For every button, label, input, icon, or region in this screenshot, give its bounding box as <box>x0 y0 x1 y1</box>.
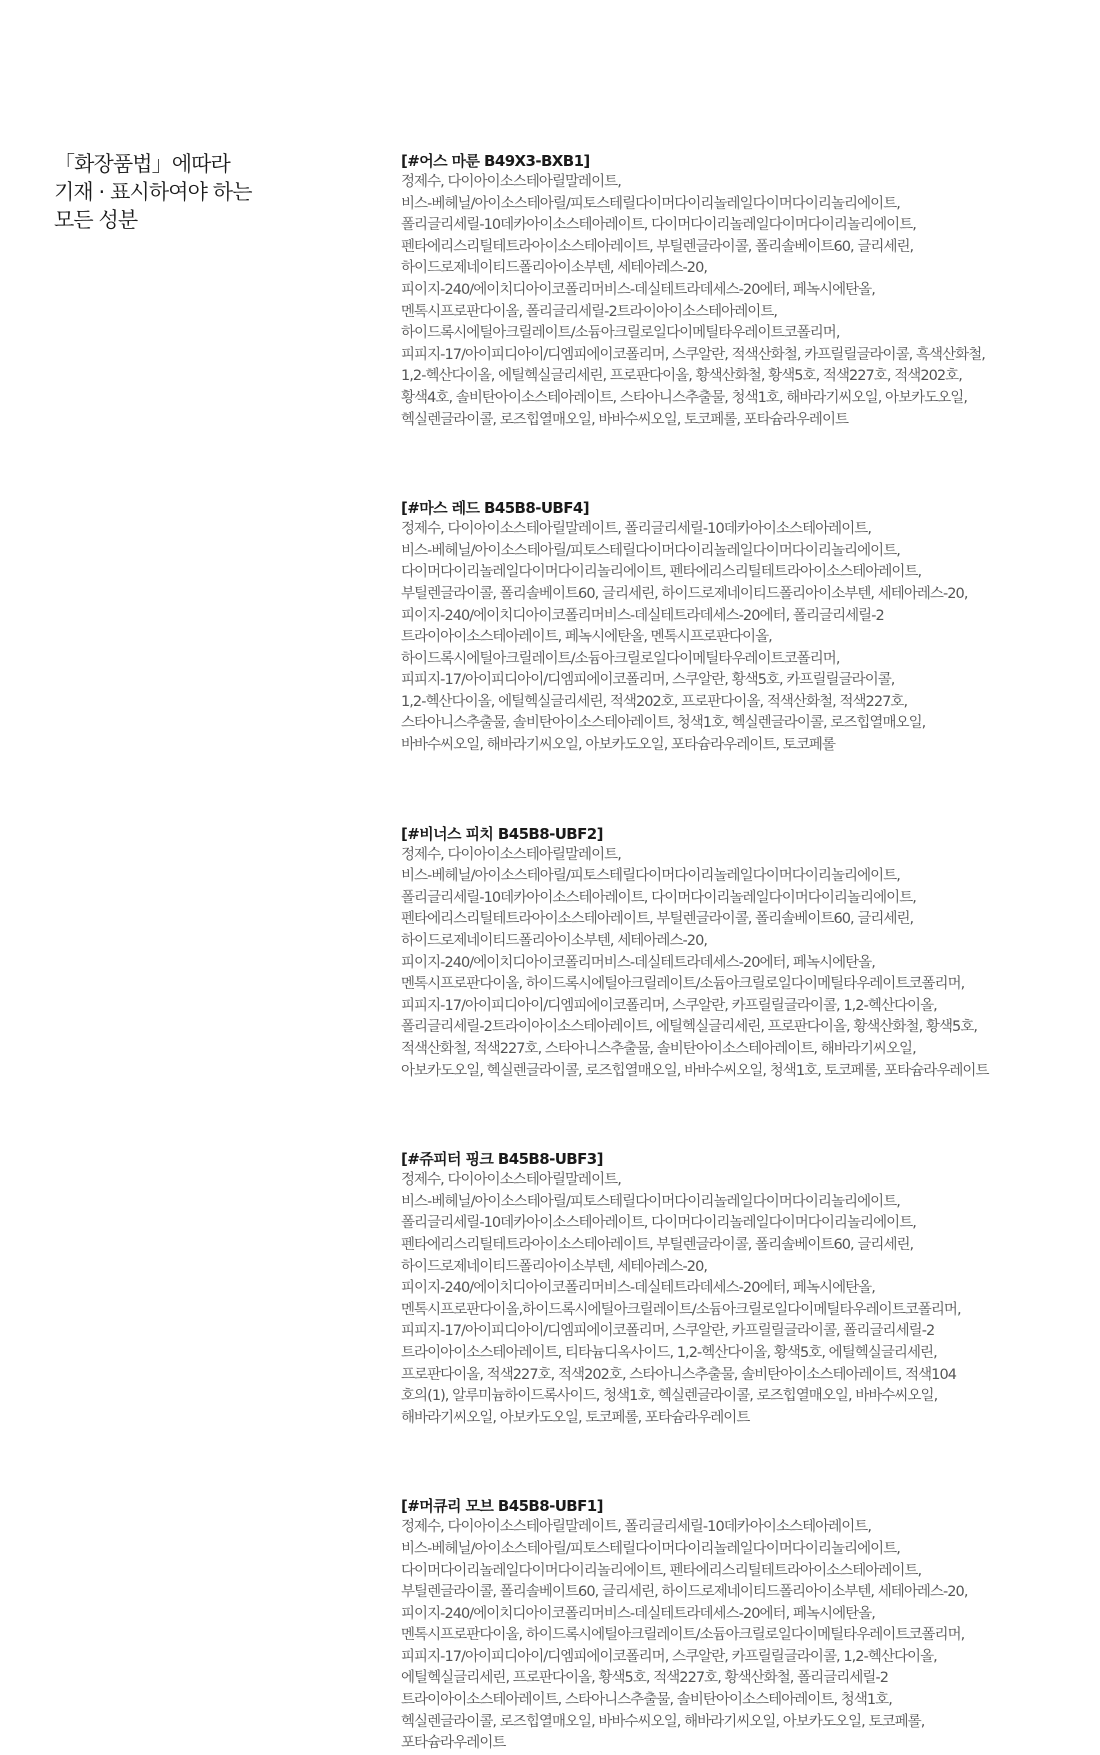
product-title: [#마스 레드 B45B8-UBF4] <box>401 499 589 518</box>
ingredient-line: 정제수, 다이아이소스테아릴말레이트, 폴리글리세릴-10데카아이소스테아레이트, <box>401 521 872 538</box>
ingredient-line: 바바수씨오일, 해바라기씨오일, 아보카도오일, 포타슘라우레이트, 토코페롤 <box>401 737 836 754</box>
ingredient-line: 트라이아이소스테아레이트, 스타아니스추출물, 솔비탄아이소스테아레이트, 청색1호, <box>401 1692 892 1709</box>
ingredient-line: 폴리글리세릴-10데카아이소스테아레이트, 다이머다이리놀레일다이머다이리놀리에이트, <box>401 889 916 906</box>
ingredient-line: 정제수, 다이아이소스테아릴말레이트, 폴리글리세릴-10데카아이소스테아레이트, <box>401 1519 872 1536</box>
ingredient-line: 황색4호, 솔비탄아이소스테아레이트, 스타아니스추출물, 청색1호, 해바라기씨오일, 아보카도오일, <box>401 389 968 406</box>
product-ingredient-block <box>401 150 1061 431</box>
ingredient-line: 정제수, 다이아이소스테아릴말레이트, <box>401 1172 621 1189</box>
ingredient-line: 피피지-17/아이피디아이/디엠피에이코폴리머, 스쿠알란, 황색5호, 카프릴릴글라이콜, <box>401 672 895 689</box>
heading-line: 「화장품법」에따라 <box>54 152 230 176</box>
ingredient-line: 적색산화철, 적색227호, 스타아니스추출물, 솔비탄아이소스테아레이트, 해바라기씨오일, <box>401 1041 916 1057</box>
ingredient-line: 비스-베헤닐/아이소스테아릴/피토스테릴다이머다이리놀레일다이머다이리놀리에이트, <box>401 868 900 885</box>
ingredient-line: 포타슘라우레이트 <box>401 1735 506 1752</box>
ingredient-line: 피이지-240/에이치디아이코폴리머비스-데실테트라데세스-20에터, 페녹시에탄올, <box>401 1605 875 1622</box>
ingredient-line: 다이머다이리놀레일다이머다이리놀리에이트, 펜타에리스리틸테트라아이소스테아레이트, <box>401 1562 922 1579</box>
ingredient-line: 피피지-17/아이피디아이/디엠피에이코폴리머, 스쿠알란, 카프릴릴글라이콜, 1,2-헥산다이올, <box>401 1648 937 1665</box>
ingredient-line: 비스-베헤닐/아이소스테아릴/피토스테릴다이머다이리놀레일다이머다이리놀리에이트, <box>401 1193 900 1210</box>
ingredient-line: 하이드록시에틸아크릴레이트/소듐아크릴로일다이메틸타우레이트코폴리머, <box>401 650 840 667</box>
ingredient-line: 정제수, 다이아이소스테아릴말레이트, <box>401 174 621 190</box>
ingredient-line: 하이드록시에틸아크릴레이트/소듐아크릴로일다이메틸타우레이트코폴리머, <box>401 325 840 342</box>
ingredient-line: 스타아니스추출물, 솔비탄아이소스테아레이트, 청색1호, 헥실렌글라이콜, 로즈힙열매오일, <box>401 715 926 732</box>
ingredient-line: 펜타에리스리틸테트라아이소스테아레이트, 부틸렌글라이콜, 폴리솔베이트60, 글리세린, <box>401 911 914 928</box>
product-ingredient-block <box>401 497 1061 757</box>
ingredient-line: 피이지-240/에이치디아이코폴리머비스-데실테트라데세스-20에터, 페녹시에탄올, <box>401 1280 875 1297</box>
product-ingredient-block <box>401 1148 1061 1429</box>
ingredient-line: 폴리글리세릴-10데카아이소스테아레이트, 다이머다이리놀레일다이머다이리놀리에이트, <box>401 1215 916 1232</box>
heading-line: 모든 성분 <box>54 208 138 232</box>
ingredient-line: 피이지-240/에이치디아이코폴리머비스-데실테트라데세스-20에터, 페녹시에탄올, <box>401 954 875 971</box>
ingredient-line: 비스-베헤닐/아이소스테아릴/피토스테릴다이머다이리놀레일다이머다이리놀리에이트, <box>401 1540 900 1557</box>
ingredient-line: 다이머다이리놀레일다이머다이리놀리에이트, 펜타에리스리틸테트라아이소스테아레이트, <box>401 564 922 581</box>
product-title: [#머큐리 모브 B45B8-UBF1] <box>401 1497 603 1516</box>
ingredient-line: 하이드로제네이티드폴리아이소부텐, 세테아레스-20, <box>401 1258 708 1275</box>
ingredient-line: 피피지-17/아이피디아이/디엠피에이코폴리머, 스쿠알란, 적색산화철, 카프릴릴글라이콜, 흑색산화철, <box>401 346 985 363</box>
ingredient-line: 펜타에리스리틸테트라아이소스테아레이트, 부틸렌글라이콜, 폴리솔베이트60, 글리세린, <box>401 1236 914 1253</box>
ingredient-line: 멘톡시프로판다이올,하이드록시에틸아크릴레이트/소듐아크릴로일다이메틸타우레이트코폴리머, <box>401 1301 961 1318</box>
product-ingredient-block <box>401 1495 1061 1755</box>
ingredient-line: 폴리글리세릴-2트라이아이소스테아레이트, 에틸헥실글리세린, 프로판다이올, 황색산화철, 황색5호, <box>401 1019 978 1036</box>
ingredient-line: 비스-베헤닐/아이소스테아릴/피토스테릴다이머다이리놀레일다이머다이리놀리에이트, <box>401 542 900 559</box>
ingredient-line: 피피지-17/아이피디아이/디엠피에이코폴리머, 스쿠알란, 카프릴릴글라이콜, 1,2-헥산다이올, <box>401 997 937 1014</box>
heading-line: 기재 · 표시하여야 하는 <box>54 180 252 204</box>
ingredient-line: 하이드로제네이티드폴리아이소부텐, 세테아레스-20, <box>401 260 708 277</box>
product-ingredient-block <box>401 823 1061 1083</box>
ingredient-line: 멘톡시프로판다이올, 폴리글리세릴-2트라이아이소스테아레이트, <box>401 303 778 320</box>
ingredient-line: 부틸렌글라이콜, 폴리솔베이트60, 글리세린, 하이드로제네이티드폴리아이소부텐, 세테아레스-20, <box>401 1584 968 1601</box>
ingredient-line: 멘톡시프로판다이올, 하이드록시에틸아크릴레이트/소듐아크릴로일다이메틸타우레이트코폴리머, <box>401 976 965 993</box>
ingredient-line: 피이지-240/에이치디아이코폴리머비스-데실테트라데세스-20에터, 폴리글리세릴-2 <box>401 607 884 624</box>
section-spacer <box>401 431 1061 497</box>
ingredient-line: 헥실렌글라이콜, 로즈힙열매오일, 바바수씨오일, 토코페롤, 포타슘라우레이트 <box>401 411 849 428</box>
page-heading <box>54 150 354 234</box>
ingredient-line: 트라이아이소스테아레이트, 페녹시에탄올, 멘톡시프로판다이올, <box>401 629 772 646</box>
ingredient-line: 하이드로제네이티드폴리아이소부텐, 세테아레스-20, <box>401 933 708 950</box>
ingredient-line: 폴리글리세릴-10데카아이소스테아레이트, 다이머다이리놀레일다이머다이리놀리에이트, <box>401 217 916 234</box>
ingredient-line: 피이지-240/에이치디아이코폴리머비스-데실테트라데세스-20에터, 페녹시에탄올, <box>401 281 875 298</box>
ingredient-list <box>401 150 1061 1755</box>
ingredient-line: 에틸헥실글리세린, 프로판다이올, 황색5호, 적색227호, 황색산화철, 폴리글리세릴-2 <box>401 1670 889 1687</box>
ingredient-line: 아보카도오일, 헥실렌글라이콜, 로즈힙열매오일, 바바수씨오일, 청색1호, 토코페롤, 포타슘라우레이트 <box>401 1062 989 1079</box>
ingredient-line: 피피지-17/아이피디아이/디엠피에이코폴리머, 스쿠알란, 카프릴릴글라이콜, 폴리글리세릴-2 <box>401 1323 935 1340</box>
ingredient-line: 프로판다이올, 적색227호, 적색202호, 스타아니스추출물, 솔비탄아이소스테아레이트, 적색104 <box>401 1366 957 1383</box>
section-spacer <box>401 1082 1061 1148</box>
section-spacer <box>401 757 1061 823</box>
product-title: [#비너스 피치 B45B8-UBF2] <box>401 824 603 843</box>
ingredient-line: 호의(1), 알루미늄하이드록사이드, 청색1호, 헥실렌글라이콜, 로즈힙열매오일, 바바수씨오일, <box>401 1388 938 1405</box>
ingredient-line: 헥실렌글라이콜, 로즈힙열매오일, 바바수씨오일, 해바라기씨오일, 아보카도오일, 토코페롤, <box>401 1713 925 1730</box>
product-title: [#어스 마룬 B49X3-BXB1] <box>401 152 590 170</box>
product-title: [#쥬피터 핑크 B45B8-UBF3] <box>401 1150 603 1169</box>
ingredient-line: 해바라기씨오일, 아보카도오일, 토코페롤, 포타슘라우레이트 <box>401 1409 750 1426</box>
ingredient-line: 트라이아이소스테아레이트, 티타늄디옥사이드, 1,2-헥산다이올, 황색5호, 에틸헥실글리세린, <box>401 1344 937 1361</box>
ingredient-line: 부틸렌글라이콜, 폴리솔베이트60, 글리세린, 하이드로제네이티드폴리아이소부텐, 세테아레스-20, <box>401 585 968 602</box>
ingredient-line: 비스-베헤닐/아이소스테아릴/피토스테릴다이머다이리놀레일다이머다이리놀리에이트, <box>401 195 900 212</box>
ingredient-line: 펜타에리스리틸테트라아이소스테아레이트, 부틸렌글라이콜, 폴리솔베이트60, 글리세린, <box>401 238 914 255</box>
ingredient-line: 1,2-헥산다이올, 에틸헥실글리세린, 프로판다이올, 황색산화철, 황색5호, 적색227호, 적색202호, <box>401 368 962 385</box>
ingredient-line: 정제수, 다이아이소스테아릴말레이트, <box>401 846 621 863</box>
section-spacer <box>401 1429 1061 1495</box>
ingredient-line: 멘톡시프로판다이올, 하이드록시에틸아크릴레이트/소듐아크릴로일다이메틸타우레이트코폴리머, <box>401 1627 965 1644</box>
ingredient-line: 1,2-헥산다이올, 에틸헥실글리세린, 적색202호, 프로판다이올, 적색산화철, 적색227호, <box>401 693 908 710</box>
